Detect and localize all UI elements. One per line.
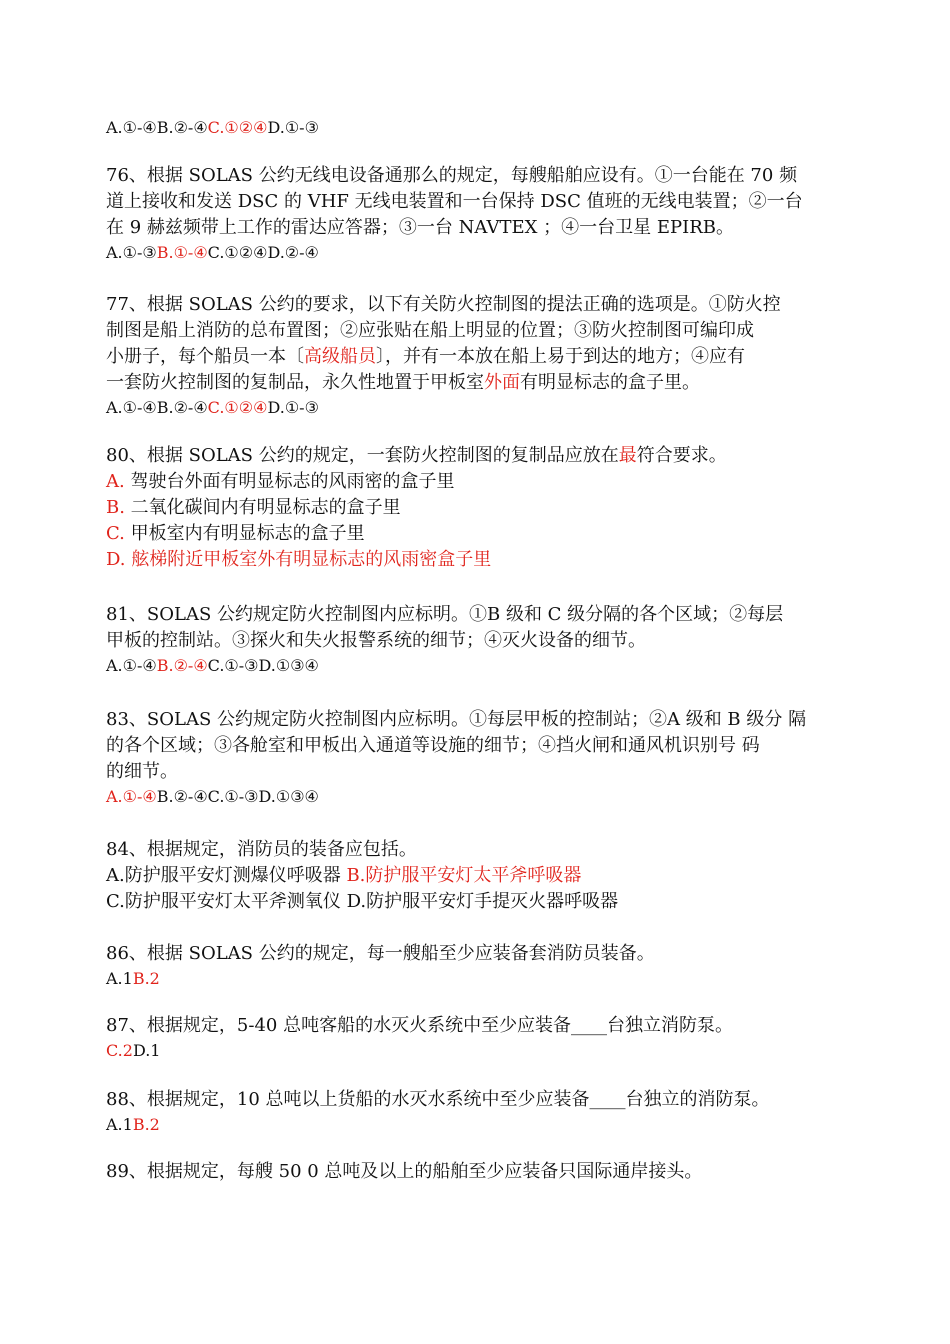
text-run: A.防护服平安灯测爆仪呼吸器 (106, 865, 347, 886)
question-block-q86 (106, 941, 854, 991)
text-run: 〕，并有一本放在船上易于到达的地方；④应有 (376, 346, 745, 367)
text-run: A.①-④B.②-④ (106, 118, 208, 137)
question-line (106, 759, 854, 785)
option-line (106, 863, 854, 889)
text-run: D.①-③ (267, 118, 319, 137)
question-line (106, 628, 854, 654)
highlighted-text-run: C. (106, 523, 125, 544)
text-run: 道上接收和发送 DSC 的 VHF 无线电装置和一台保持 DSC 值班的无线电装置；②一台 (106, 191, 803, 212)
answer-line (106, 396, 854, 420)
question-block-q89 (106, 1159, 854, 1185)
highlighted-text-run: D. 舷梯附近甲板室外有明显标志的风雨密盒子里 (106, 549, 492, 570)
question-line (106, 1159, 854, 1185)
highlighted-text-run: B.②-④ (156, 656, 208, 675)
text-run: 二氧化碳间内有明显标志的盒子里 (124, 497, 401, 518)
question-line (106, 215, 854, 241)
question-line (106, 443, 854, 469)
text-run: 87、根据规定，5-40 总吨客船的水灭火系统中至少应装备____台独立消防泵。 (106, 1015, 734, 1036)
question-block-q87 (106, 1013, 854, 1063)
answer-line (106, 1113, 854, 1137)
answer-line (106, 1039, 854, 1063)
text-run: A.①-④ (106, 656, 157, 675)
highlighted-text-run: C.2 (106, 1041, 133, 1060)
question-block-q77 (106, 292, 854, 420)
option-line (106, 889, 854, 915)
question-block-q75-answers (106, 116, 854, 140)
text-run: 88、根据规定，10 总吨以上货船的水灭水系统中至少应装备____台独立的消防泵。 (106, 1089, 770, 1110)
question-line (106, 370, 854, 396)
text-run: B.②-④C.①-③D.①③④ (156, 787, 319, 806)
question-line (106, 1087, 854, 1113)
question-line (106, 318, 854, 344)
text-run: 83、SOLAS 公约规定防火控制图内应标明。①每层甲板的控制站；②A 级和 B 级分 隔 (106, 709, 807, 730)
option-line (106, 521, 854, 547)
option-line (106, 495, 854, 521)
text-run: A.①-④B.②-④ (106, 398, 208, 417)
answer-line (106, 785, 854, 809)
question-line (106, 733, 854, 759)
text-run: A.1 (106, 969, 133, 988)
text-run: 84、根据规定，消防员的装备应包括。 (106, 839, 417, 860)
text-run: D.1 (132, 1041, 161, 1060)
question-line (106, 163, 854, 189)
answer-line (106, 967, 854, 991)
highlighted-text-run: B.2 (132, 969, 160, 988)
question-line (106, 344, 854, 370)
text-run: 制图是船上消防的总布置图；②应张贴在船上明显的位置；③防火控制图可编印成 (106, 320, 754, 341)
highlighted-text-run: A.①-④ (106, 787, 157, 806)
text-run: A.①-③ (106, 243, 157, 262)
text-run: 80、根据 SOLAS 公约的规定，一套防火控制图的复制品应放在 (106, 445, 619, 466)
question-block-q81 (106, 602, 854, 678)
text-run: D.①-③ (267, 398, 319, 417)
highlighted-text-run: B. (106, 497, 125, 518)
highlighted-text-run: 外面 (484, 372, 520, 393)
highlighted-text-run: 高级船员 (304, 346, 376, 367)
text-run: 一套防火控制图的复制品，永久性地置于甲板室 (106, 372, 484, 393)
text-run: 有明显标志的盒子里。 (520, 372, 700, 393)
option-line (106, 469, 854, 495)
question-line (106, 292, 854, 318)
answer-line (106, 116, 854, 140)
text-run: 在 9 赫兹频带上工作的雷达应答器；③一台 NAVTEX ；④一台卫星 EPIRB。 (106, 217, 735, 238)
question-line (106, 189, 854, 215)
highlighted-text-run: C.①②④ (207, 398, 268, 417)
question-block-q83 (106, 707, 854, 809)
text-run: C.①②④D.②-④ (207, 243, 319, 262)
question-line (106, 1013, 854, 1039)
highlighted-text-run: B.防护服平安灯太平斧呼吸器 (346, 865, 582, 886)
text-run: 甲板室内有明显标志的盒子里 (124, 523, 365, 544)
text-run: 89、根据规定，每艘 50 0 总吨及以上的船舶至少应装备只国际通岸接头。 (106, 1161, 703, 1182)
text-run: 81、SOLAS 公约规定防火控制图内应标明。①B 级和 C 级分隔的各个区域；②每层 (106, 604, 784, 625)
question-block-q80 (106, 443, 854, 573)
text-run: 甲板的控制站。③探火和失火报警系统的细节；④灭火设备的细节。 (106, 630, 646, 651)
highlighted-text-run: B.①-④ (156, 243, 208, 262)
text-run: C.①-③D.①③④ (207, 656, 319, 675)
question-line (106, 941, 854, 967)
answer-line (106, 241, 854, 265)
question-block-q84 (106, 837, 854, 915)
text-run: 驾驶台外面有明显标志的风雨密的盒子里 (124, 471, 455, 492)
text-run: 77、根据 SOLAS 公约的要求，以下有关防火控制图的提法正确的选项是。①防火控 (106, 294, 781, 315)
highlighted-text-run: C.①②④ (207, 118, 268, 137)
question-block-q88 (106, 1087, 854, 1137)
question-block-q76 (106, 163, 854, 265)
highlighted-text-run: A. (106, 471, 125, 492)
question-line (106, 602, 854, 628)
highlighted-text-run: 最 (618, 445, 637, 466)
question-line (106, 707, 854, 733)
answer-line (106, 654, 854, 678)
highlighted-text-run: B.2 (132, 1115, 160, 1134)
text-run: 的细节。 (106, 761, 178, 782)
text-run: 符合要求。 (636, 445, 727, 466)
text-run: 小册子，每个船员一本〔 (106, 346, 304, 367)
option-line (106, 547, 854, 573)
question-line (106, 837, 854, 863)
text-run: C.防护服平安灯太平斧测氧仪 D.防护服平安灯手提灭火器呼吸器 (106, 891, 619, 912)
text-run: 76、根据 SOLAS 公约无线电设备通那么的规定，每艘船舶应设有。①一台能在 70 频 (106, 165, 798, 186)
text-run: 的各个区域；③各舱室和甲板出入通道等设施的细节；④挡火闸和通风机识别号 码 (106, 735, 760, 756)
text-run: 86、根据 SOLAS 公约的规定，每一艘船至少应装备套消防员装备。 (106, 943, 655, 964)
text-run: A.1 (106, 1115, 133, 1134)
